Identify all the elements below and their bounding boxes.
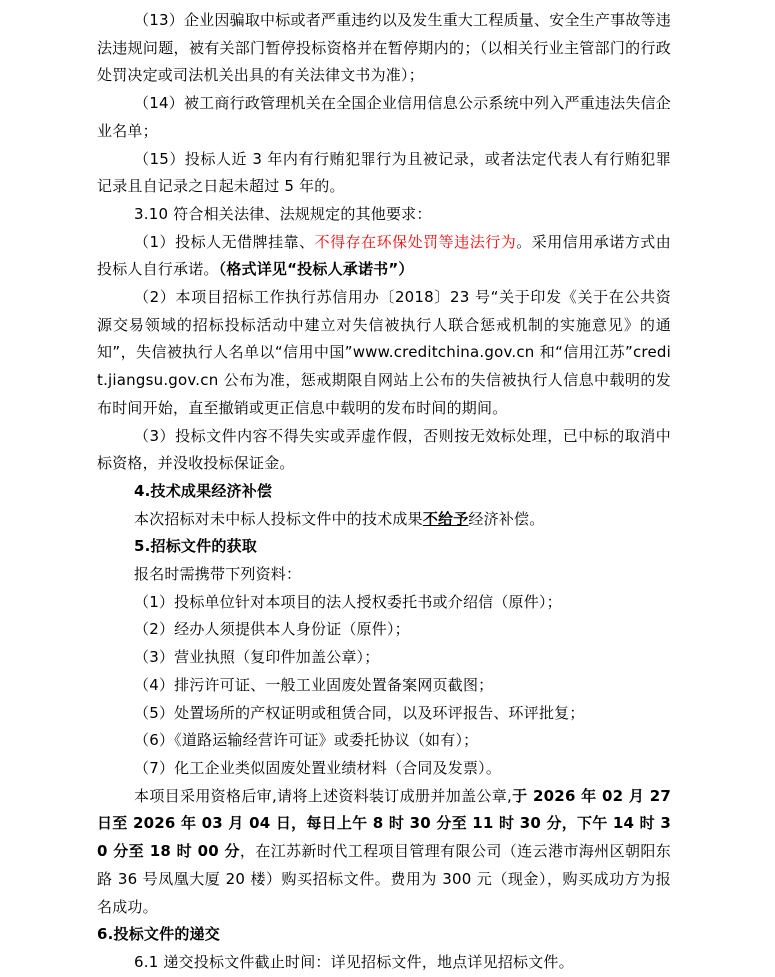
text-run: 本次招标对未中标人投标文件中的技术成果 [134, 509, 423, 528]
red-emphasis-text: 不得存在环保处罚等违法行为 [314, 232, 517, 251]
purchase-period-bold: 于 2026 年 02 月 27 日至 2026 年 03 月 04 日，每日上午 8 时 30 分至 11 时 30 分，下午 14 时 30 分至 18 时 00 分 [97, 786, 671, 861]
text-run: （15）投标人近 3 年内有行贿犯罪行为且被记录，或者法定代表人有行贿犯罪记录且自记录之日起未超过 5 年的。 [97, 149, 671, 196]
text-run: 本项目采用资格后审,请将上述资料装订成册并加盖公章, [134, 786, 513, 805]
document-purchase-paragraph [97, 783, 671, 922]
text-run: 6.1 递交投标文件截止时间：详见招标文件，地点详见招标文件。 [134, 952, 574, 971]
section-4-heading [97, 478, 671, 506]
material-item-7-paragraph [97, 755, 671, 783]
text-run: （3）投标文件内容不得失实或弄虚作假，否则按无效标处理，已中标的取消中标资格，并没收投标保证金。 [97, 426, 671, 473]
material-item-3-paragraph [97, 644, 671, 672]
section-3-10-paragraph [97, 201, 671, 229]
text-run: （3）营业执照（复印件加盖公章）； [134, 648, 380, 667]
text-run: 6.投标文件的递交 [97, 925, 220, 944]
clause-14-paragraph [97, 90, 671, 145]
text-run: （1）投标人无借牌挂靠、 [134, 232, 315, 251]
registration-materials-intro-paragraph [97, 561, 671, 589]
text-run: （4）排污许可证、一般工业固废处置备案网页截图； [134, 675, 494, 694]
commitment-format-note: （格式详见“投标人承诺书”） [218, 260, 414, 279]
no-compensation-emphasis: 不给予 [422, 509, 469, 528]
section-6-1-paragraph [97, 949, 671, 977]
text-run: （14）被工商行政管理机关在全国企业信用信息公示系统中列入严重违法失信企业名单； [97, 94, 671, 140]
text-run: ，在江苏新时代工程项目管理有限公司（连云港市海州区朝阳东路 36 号凤凰大厦 20 楼）购买招标文件。费用为 300 元（现金），购买成功方为报名成功。 [97, 842, 671, 916]
text-run: （7）化工企业类似固废处置业绩材料（合同及发票）。 [134, 758, 502, 777]
text-run: （6）《道路运输经营许可证》或委托协议（如有）； [134, 731, 479, 750]
text-run: （2）经办人须提供本人身份证（原件）； [134, 620, 410, 639]
material-item-2-paragraph [97, 616, 671, 644]
text-run: （13）企业因骗取中标或者严重违约以及发生重大工程质量、安全生产事故等违法违规问题，被有关部门暂停投标资格并在暂停期内的；（以相关行业主管部门的行政处罚决定或司法机关出具的有关法律文书为准）； [97, 11, 671, 85]
section-4-body-paragraph [97, 506, 671, 534]
section-3-10-item-2-paragraph [97, 284, 671, 423]
text-run: 4.技术成果经济补偿 [134, 481, 273, 500]
text-run: 经济补偿。 [468, 509, 545, 528]
text-run: 3.10 符合相关法律、法规规定的其他要求： [134, 204, 432, 223]
material-item-4-paragraph [97, 672, 671, 700]
section-5-heading [97, 533, 671, 561]
section-3-10-item-1-paragraph [97, 229, 671, 284]
text-run: （1）投标单位针对本项目的法人授权委托书或介绍信（原件）； [134, 592, 562, 611]
material-item-5-paragraph [97, 700, 671, 728]
clause-15-paragraph [97, 146, 671, 201]
clause-13-paragraph [97, 7, 671, 90]
text-run: 5.招标文件的获取 [134, 537, 257, 556]
section-6-heading [97, 921, 671, 949]
text-run: 。采用信用承诺方式由投标人自行承诺。 [97, 232, 671, 279]
text-run: 报名时需携带下列资料： [134, 565, 302, 584]
text-run: （5）处置场所的产权证明或租赁合同，以及环评报告、环评批复； [134, 703, 585, 722]
section-3-10-item-3-paragraph [97, 423, 671, 478]
material-item-6-paragraph [97, 727, 671, 755]
material-item-1-paragraph [97, 589, 671, 617]
text-run: （2）本项目招标工作执行苏信用办〔2018〕23 号“关于印发《关于在公共资源交易领域的招标投标活动中建立对失信被执行人联合惩戒机制的实施意见》的通知”，失信被执行人名单以“信用中国”www.creditchina.gov.cn 和“信用江苏”credit.jiangsu.gov.cn 公布为准，惩戒期限自网站上公布的失信被执行人信息中载明的发布时间开始，直至撤销或更正信息中载明的发布时间的期间。 [97, 288, 671, 417]
